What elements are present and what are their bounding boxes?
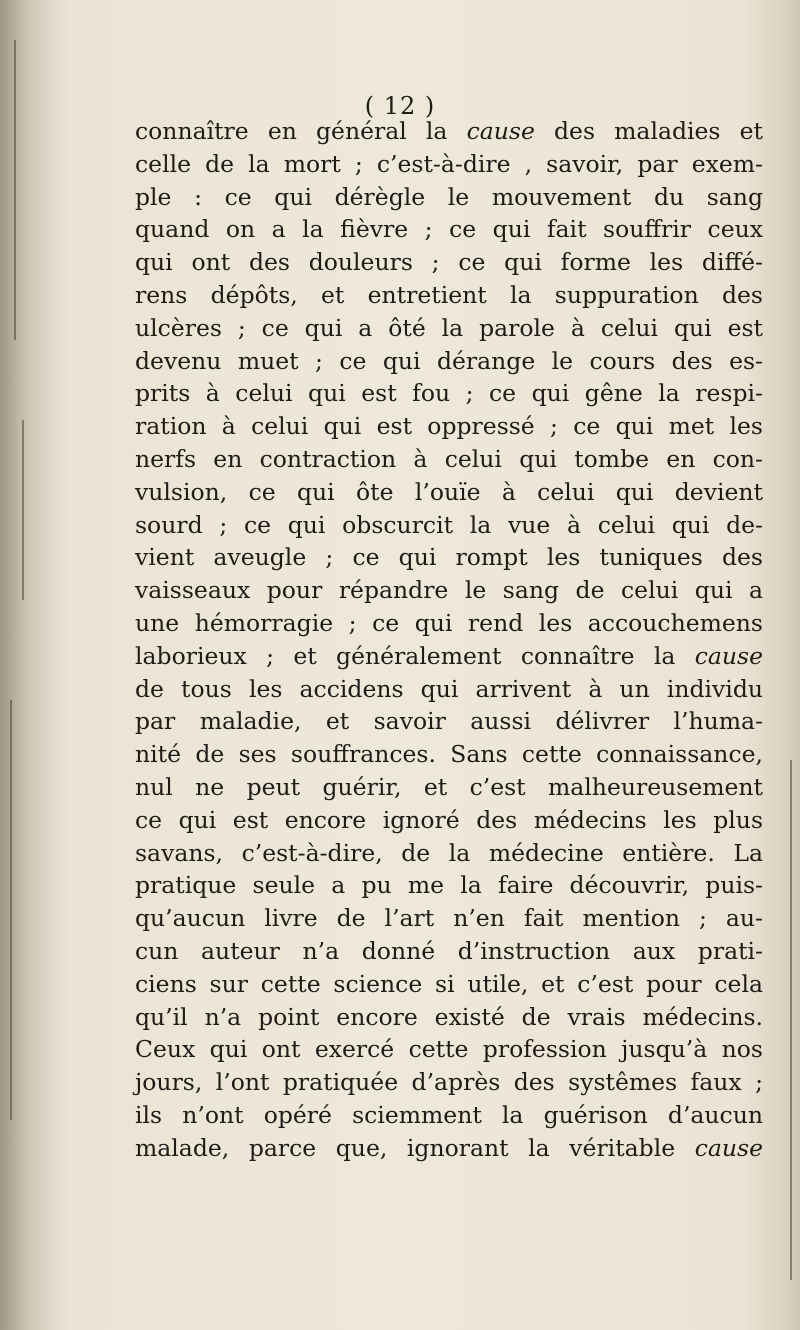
text-line [135, 738, 763, 771]
text-line-segment: Ceux qui ont exercé cette profession jusqu’à nos [135, 1035, 763, 1064]
text-line [135, 869, 763, 902]
edge-mark [10, 700, 12, 1120]
text-line [135, 902, 763, 935]
text-line-segment: savans, c’est-à-dire, de la médecine entière. La [135, 838, 763, 867]
edge-mark [14, 40, 16, 340]
text-line [135, 509, 763, 542]
text-line-segment: malade, parce que, ignorant la véritable [135, 1133, 695, 1162]
text-line [135, 246, 763, 279]
text-line [135, 574, 763, 607]
text-line-segment: prits à celui qui est fou ; ce qui gêne la respi- [135, 379, 763, 408]
text-line [135, 443, 763, 476]
text-line-segment: une hémorragie ; ce qui rend les accouchemens [135, 608, 763, 637]
text-line [135, 705, 763, 738]
text-line [135, 837, 763, 870]
edge-mark [22, 420, 24, 600]
text-line-segment: ils n’ont opéré sciemment la guérison d’aucun [135, 1100, 763, 1129]
text-line-segment: rens dépôts, et entretient la suppuration des [135, 280, 763, 309]
text-line-segment: vient aveugle ; ce qui rompt les tuniques des [135, 543, 763, 572]
text-line [135, 377, 763, 410]
italic-term: cause [694, 1133, 763, 1162]
text-line [135, 607, 763, 640]
text-line-segment: qui ont des douleurs ; ce qui forme les diffé- [135, 248, 763, 277]
text-line-segment: devenu muet ; ce qui dérange le cours des es- [135, 346, 763, 375]
text-line-segment: qu’il n’a point encore existé de vrais médecins. [135, 1002, 763, 1031]
text-line-segment: celle de la mort ; c’est-à-dire , savoir, par exem- [135, 149, 763, 178]
italic-term: cause [694, 641, 763, 670]
text-line [135, 476, 763, 509]
text-line-segment: jours, l’ont pratiquée d’après des systêmes faux ; [135, 1068, 763, 1097]
text-line-segment: quand on a la fièvre ; ce qui fait souffrir ceux [135, 215, 763, 244]
text-line [135, 673, 763, 706]
binding-shadow [0, 0, 70, 1330]
italic-term: cause [466, 117, 535, 145]
page-number: ( 12 ) [364, 92, 436, 120]
text-line [135, 804, 763, 837]
text-line [135, 1033, 763, 1066]
text-line [135, 312, 763, 345]
text-line-segment: ulcères ; ce qui a ôté la parole à celui qui est [135, 313, 763, 342]
text-line-segment: nerfs en contraction à celui qui tombe en con- [135, 444, 763, 473]
text-line [135, 1066, 763, 1099]
text-line-segment: vulsion, ce qui ôte l’ouïe à celui qui devient [135, 477, 763, 506]
text-line-segment: laborieux ; et généralement connaître la [135, 641, 695, 670]
text-line-segment: de tous les accidens qui arrivent à un individu [135, 674, 763, 703]
text-line-segment: connaître en général la [135, 117, 467, 145]
text-line [135, 213, 763, 246]
text-line-segment: ce qui est encore ignoré des médecins les plus [135, 805, 763, 834]
text-line [135, 279, 763, 312]
text-line [135, 771, 763, 804]
text-line-segment: cun auteur n’a donné d’instruction aux prati- [135, 936, 763, 965]
text-line-segment: nul ne peut guérir, et c’est malheureusement [135, 772, 763, 801]
text-line-segment: qu’aucun livre de l’art n’en fait mention ; au- [135, 904, 763, 933]
text-line [135, 541, 763, 574]
text-line [135, 115, 763, 148]
text-line-segment: ration à celui qui est oppressé ; ce qui met les [135, 412, 763, 441]
text-line-segment: par maladie, et savoir aussi délivrer l’huma- [135, 707, 763, 736]
text-line-segment: ple : ce qui dérègle le mouvement du sang [135, 182, 763, 211]
text-line [135, 935, 763, 968]
text-line-segment: vaisseaux pour répandre le sang de celui qui a [135, 576, 763, 605]
text-line-segment: pratique seule a pu me la faire découvrir, puis- [135, 871, 763, 900]
text-line-segment: sourd ; ce qui obscurcit la vue à celui qui de- [135, 510, 763, 539]
text-line [135, 148, 763, 181]
text-line-segment: ciens sur cette science si utile, et c’est pour cela [135, 969, 763, 998]
text-line-segment: des maladies et [534, 117, 763, 145]
text-line [135, 968, 763, 1001]
text-line [135, 345, 763, 378]
text-line [135, 1099, 763, 1132]
edge-mark [790, 760, 792, 1280]
text-line [135, 410, 763, 443]
body-text [135, 115, 763, 1165]
text-line [135, 181, 763, 214]
text-line [135, 1132, 763, 1165]
text-line [135, 1001, 763, 1034]
text-line [135, 640, 763, 673]
text-line-segment: nité de ses souffrances. Sans cette connaissance, [135, 740, 763, 769]
